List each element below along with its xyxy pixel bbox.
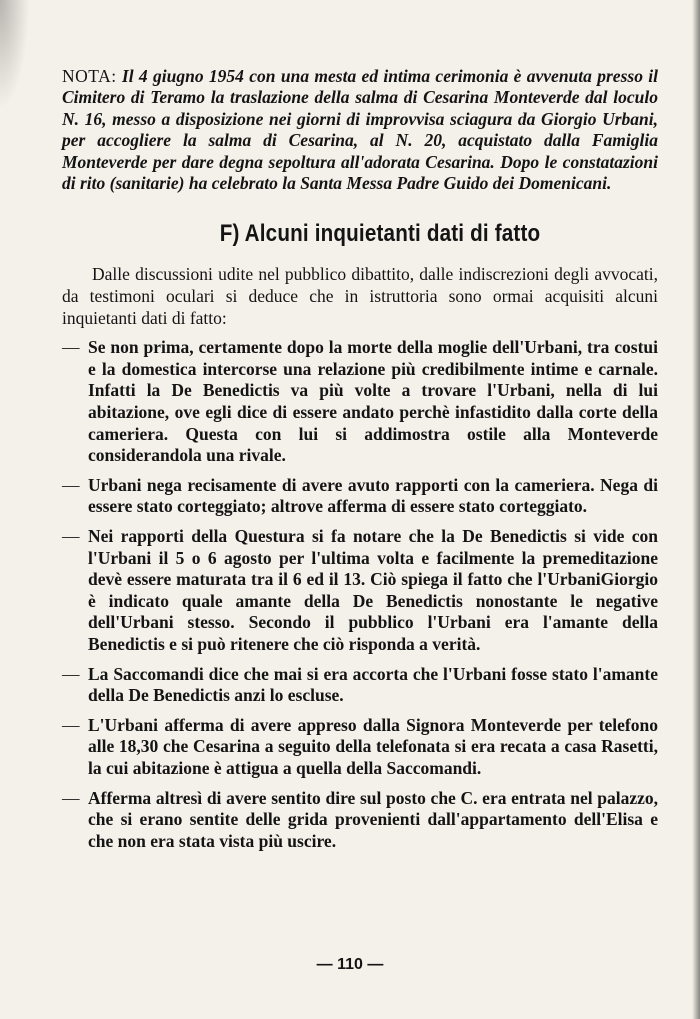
list-item-text: Afferma altresì di avere sentito dire sul posto che C. era entrata nel palazzo, che si erano sentite delle grida provenienti dall'appartamento dell'Elisa e che non era stata vista più uscire. (88, 787, 658, 851)
dash-bullet: — (62, 663, 80, 684)
dash-bullet: — (62, 525, 80, 546)
list-item (62, 715, 658, 780)
list-item (62, 664, 658, 707)
page-number: — 110 — (316, 956, 384, 973)
list-item-text: Urbani nega recisamente di avere avuto rapporti con la cameriera. Nega di essere stato corteggiato; altrove afferma di essere stato corteggiato. (88, 474, 658, 517)
nota-label: NOTA: (62, 66, 117, 86)
list-item (62, 788, 658, 853)
page-content (62, 66, 658, 860)
nota-paragraph (62, 66, 658, 194)
dash-bullet: — (62, 787, 80, 808)
list-item (62, 475, 658, 518)
nota-text: Il 4 giugno 1954 con una mesta ed intima cerimonia è avvenuta presso il Cimitero di Teramo la traslazione della salma di Cesarina Monteverde dal loculo N. 16, messo a disposizione nei giorni di improvvisa sciagura da Giorgio Urbani, per accogliere la salma di Cesarina, al N. 20, acquistato dalla Famiglia Monteverde per dare degna sepoltura all'adorata Cesarina. Dopo le constatazioni di rito (sanitarie) ha celebrato la Santa Messa Padre Guido dei Domenicani. (62, 66, 659, 194)
list-item (62, 337, 658, 467)
list-item-text: La Saccomandi dice che mai si era accorta che l'Urbani fosse stato l'amante della De Benedictis anzi lo escluse. (88, 663, 658, 706)
facts-list (62, 337, 658, 852)
dash-bullet: — (62, 714, 80, 735)
page-shadow-left (0, 0, 30, 110)
list-item-text: Nei rapporti della Questura si fa notare che la De Benedictis si vide con l'Urbani il 5 o 6 agosto per l'ultima volta e facilmente la premeditazione devè essere maturata tra il 6 ed il 13. Ciò spiega il fatto che l'UrbaniGiorgio è indicato quale amante della De Benedictis nonostante le negative dell'Urbani stesso. Secondo il pubblico l'Urbani era l'amante della Benedictis e si può ritenere che ciò risponda a verità. (88, 525, 658, 654)
dash-bullet: — (62, 337, 80, 358)
dash-bullet: — (62, 474, 80, 495)
intro-paragraph: Dalle discussioni udite nel pubblico dibattito, dalle indiscrezioni degli avvocati, da testimoni oculari si deduce che in istruttoria sono ormai acquisiti alcuni inquietanti dati di fatto: (62, 264, 658, 328)
section-heading: F) Alcuni inquietanti dati di fatto (219, 220, 541, 248)
page-shadow-right (692, 0, 700, 1019)
list-item (62, 526, 658, 656)
list-item-text: Se non prima, certamente dopo la morte della moglie dell'Urbani, tra costui e la domestica intercorse una relazione più credibilmente intime e carnale. Infatti la De Benedictis va più volte a trovare l'Urbani, nella di lui abitazione, ove egli dice di essere andato perchè infastidito dalla corte della cameriera. Questa con lui si addimostra ostile alla Monteverde considerandola una rivale. (88, 337, 658, 466)
list-item-text: L'Urbani afferma di avere appreso dalla Signora Monteverde per telefono alle 18,30 che Cesarina a seguito della telefonata si era recata a casa Rasetti, la cui abitazione è attigua a quella della Saccomandi. (88, 714, 658, 778)
